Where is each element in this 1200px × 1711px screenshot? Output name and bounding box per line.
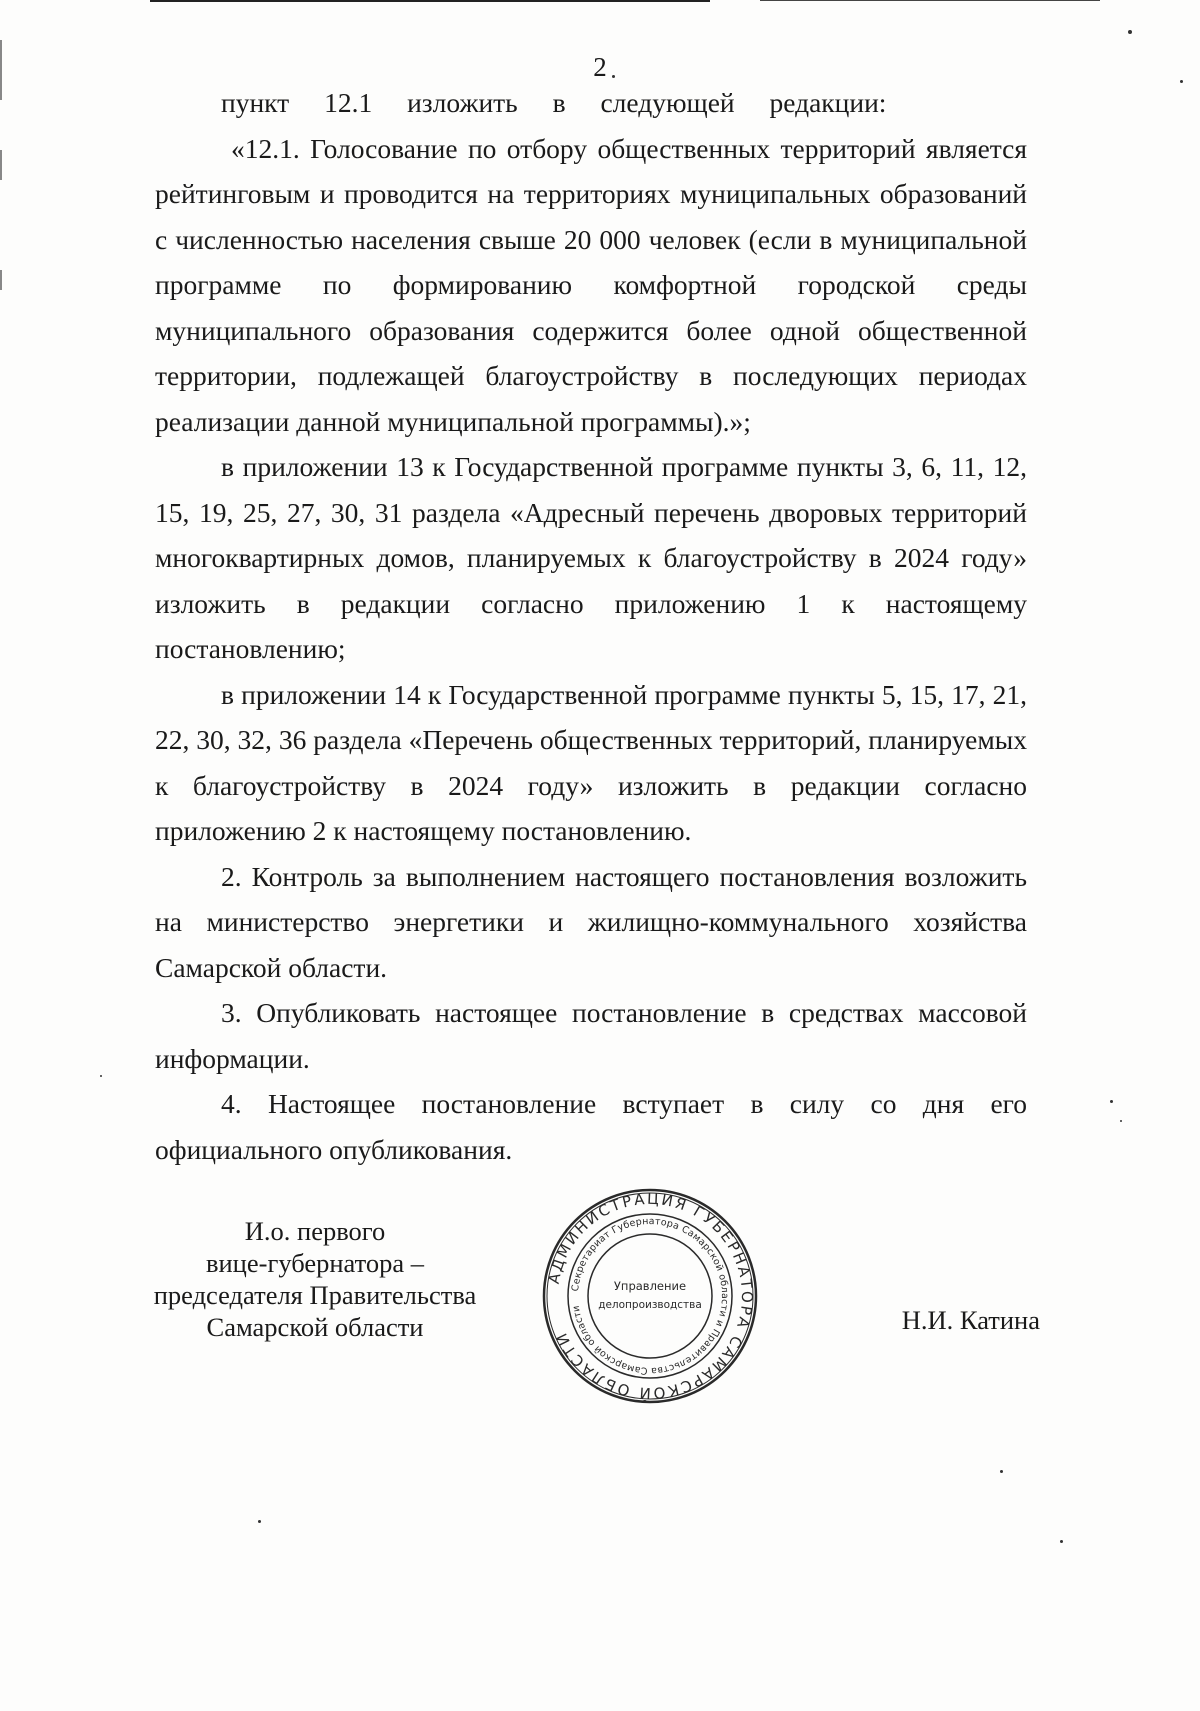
page-number: 2 [593, 52, 607, 82]
signatory-title-line: Самарской области [206, 1312, 424, 1342]
scan-margin-mark [0, 270, 2, 290]
top-edge-rule-right [760, 0, 1100, 1]
stamp-outer-text: АДМИНИСТРАЦИЯ ГУБЕРНАТОРА САМАРСКОЙ ОБЛАСТИ [544, 1189, 757, 1403]
signatory-title [150, 1215, 480, 1343]
signatory-title-line: И.о. первого [244, 1216, 386, 1246]
paragraph-effective-date: 4. Настоящее постановление вступает в силу со дня его официального опубликования. [155, 1088, 1027, 1165]
paragraph-item-12-1-intro: пункт 12.1 изложить в следующей редакции: [221, 87, 887, 118]
paragraph-quoted-item-12-1: «12.1. Голосование по отбору общественных территорий является рейтинговым и проводится на территориях муниципальных образований с численностью населения свыше 20 000 человек (если в муниципальной программе по формированию комфортной городской среды муниципального образования содержится более одной общественной территории, подлежащей благоустройству в последующих периодах реализации данной муниципальной программы).»; [155, 132, 1027, 437]
paragraph-appendix-13: в приложении 13 к Государственной программе пункты 3, 6, 11, 12, 15, 19, 25, 27, 30, 31 раздела «Адресный перечень дворовых территорий многоквартирных домов, планируемых к благоустройству в 2024 году» изложить в редакции согласно приложению 1 к настоящему постановлению; [155, 451, 1027, 664]
scan-speck [1060, 1540, 1063, 1543]
stamp-center-line: делопроизводства [598, 1299, 702, 1311]
stamp-inner-ring-text: Секретариат Губернатора Самарской области и Правительства Самарской области [570, 1215, 731, 1377]
paragraph-appendix-14: в приложении 14 к Государственной программе пункты 5, 15, 17, 21, 22, 30, 32, 36 раздела «Перечень общественных территорий, планируемых к благоустройству в 2024 году» изложить в редакции согласно приложению 2 к настоящему постановлению. [155, 678, 1027, 846]
scan-speck [1120, 1120, 1122, 1122]
top-edge-rule [150, 0, 710, 2]
scan-speck [1000, 1470, 1003, 1473]
scan-margin-mark [0, 150, 2, 180]
signatory-title-line: вице-губернатора – [205, 1248, 424, 1278]
scan-speck [1110, 1100, 1113, 1103]
signatory-name: Н.И. Катина [901, 1305, 1040, 1335]
stamp-center-line: Управление [613, 1279, 687, 1293]
paragraph-publish: 3. Опубликовать настоящее постановление в средствах массовой информации. [155, 997, 1027, 1074]
scan-speck [258, 1520, 261, 1523]
official-stamp-icon [540, 1186, 760, 1406]
scan-speck [1128, 30, 1132, 34]
paragraph-control: 2. Контроль за выполнением настоящего постановления возложить на министерство энергетики и жилищно-коммунального хозяйства Самарской области. [155, 860, 1027, 983]
document-body [155, 80, 1027, 1172]
scan-speck [100, 1075, 102, 1077]
signatory-title-line: председателя Правительства [153, 1280, 477, 1310]
